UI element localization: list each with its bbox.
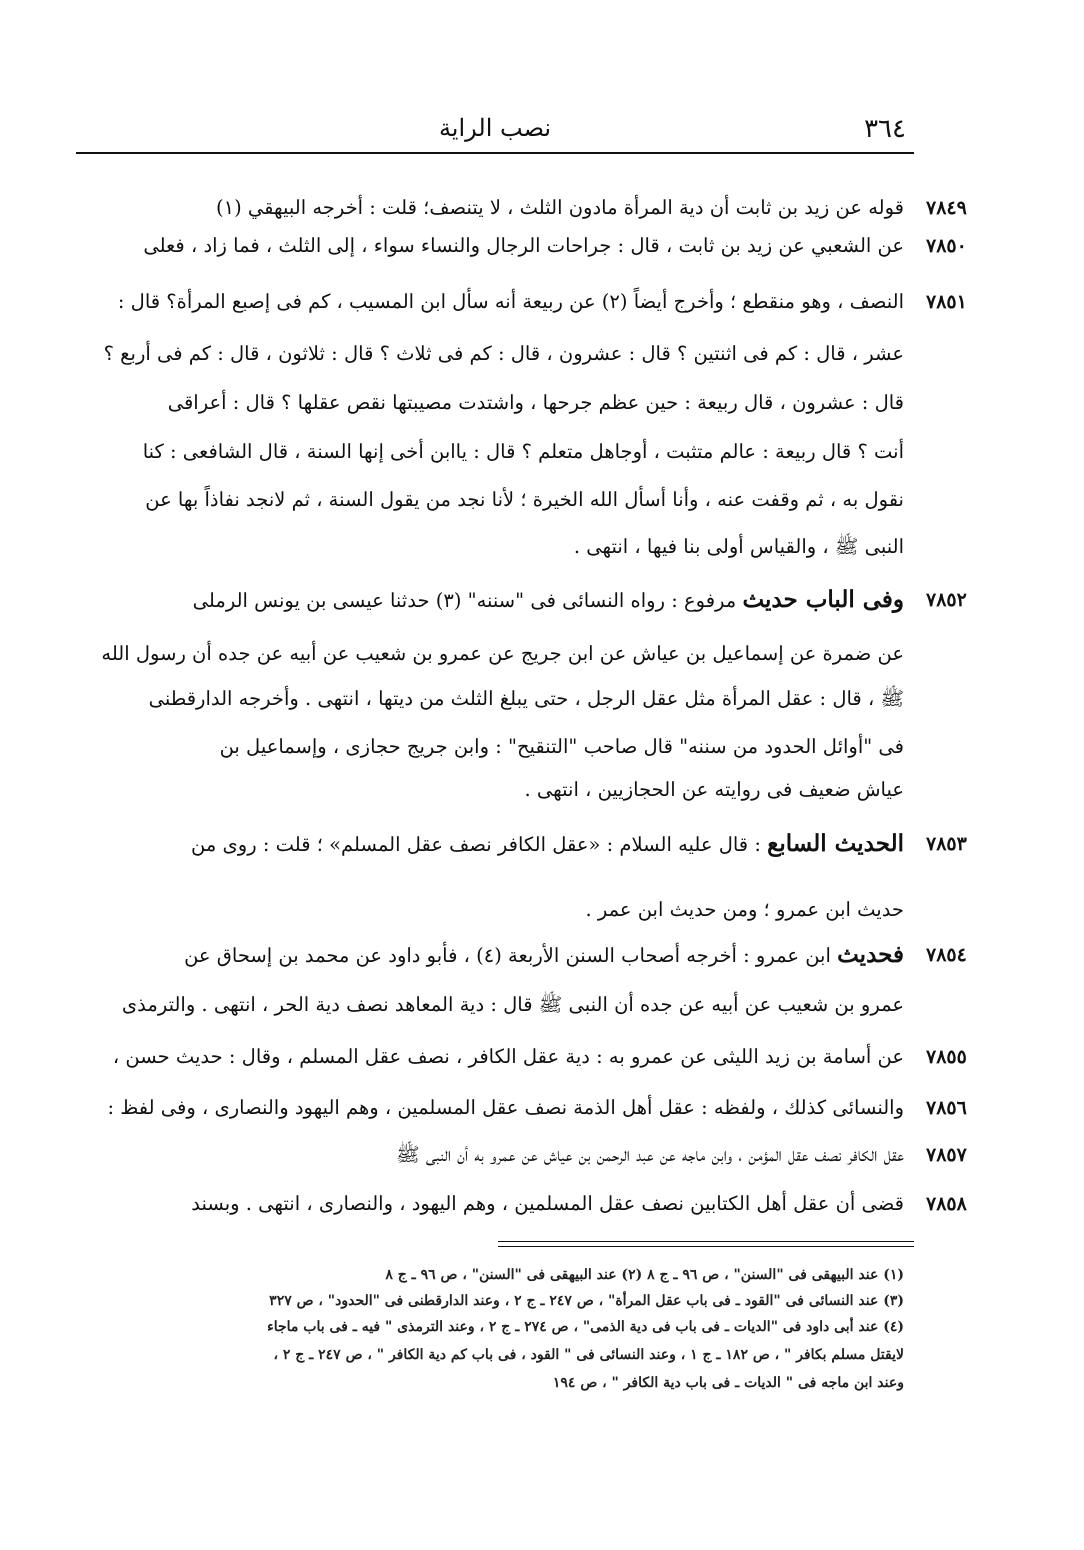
section-lead: الحديث السابع: [767, 830, 904, 857]
line-text: النبى ﷺ ، والقياس أولى بنا فيها ، انتهى .: [573, 535, 904, 558]
text-line: [80, 1088, 904, 1128]
page-header: [76, 108, 914, 150]
line-text: عن ضمرة عن إسماعيل بن عياش عن ابن جريج عن عمرو بن شعيب عن أبيه عن جده أن رسول الله: [101, 642, 904, 665]
line-text: مرفوع : رواه النسائى فى "سننه" (٣) حدثنا عيسى بن يونس الرملى: [192, 589, 737, 612]
line-text: عن أسامة بن زيد الليثى عن عمرو به : دية عقل الكافر ، نصف عقل المسلم ، وقال : حديث حسن ،: [112, 1045, 904, 1068]
header-rule: [76, 152, 914, 154]
text-line: [80, 527, 904, 567]
hadith-number: ٧٨٥٦: [926, 1097, 967, 1119]
line-text: أنت ؟ قال ربيعة : عالم متثبت ، أوجاهل متعلم ؟ قال : ياابن أخى إنها السنة ، قال الشافعى : كنا: [142, 440, 904, 463]
text-line: [80, 334, 904, 374]
text-line: [80, 1037, 904, 1077]
text-line: [80, 824, 904, 864]
page-title: نصب الراية: [438, 114, 552, 142]
hadith-number: ٧٨٥١: [926, 291, 967, 313]
hadith-number: ٧٨٤٩: [926, 197, 967, 219]
hadith-number: ٧٨٥٠: [926, 235, 967, 257]
hadith-number: ٧٨٥٥: [926, 1046, 967, 1068]
line-text: عمرو بن شعيب عن أبيه عن جده أن النبى ﷺ قال : دية المعاهد نصف دية الحر ، انتهى . والترمذى: [121, 993, 904, 1016]
footnote-line: (٣) عند النسائى فى "القود ـ فى باب عقل المرأة" ، ص ٢٤٧ ـ ج ٢ ، وعند الدارقطنى فى "الحدود" ، ص ٣٢٧: [269, 1293, 904, 1309]
line-text: قال : عشرون ، قال ربيعة : حين عظم جرحها ، واشتدت مصيبتها نقص عقلها ؟ قال : أعراقى: [167, 391, 904, 414]
text-line: [80, 188, 904, 228]
line-text: عياش ضعيف فى روايته عن الحجازيين ، انتهى .: [524, 778, 904, 801]
text-line: [80, 480, 904, 520]
footnote-line: لايقتل مسلم بكافر " ، ص ١٨٢ ـ ج ١ ، وعند النسائى فى " القود ، فى باب كم دية الكافر " ، ص ٢٤٧ ـ ج ٢ ،: [273, 1347, 904, 1363]
hadith-number: ٧٨٥٧: [926, 1144, 967, 1166]
text-line: [80, 1184, 904, 1224]
hadith-number: ٧٨٥٨: [926, 1193, 967, 1215]
footnote-line: (١) عند البيهقى فى "السنن" ، ص ٩٦ ـ ج ٨ (٢) عند البيهقى فى "السنن" ، ص ٩٦ ـ ج ٨: [385, 1267, 904, 1283]
footnote-rule-secondary: [498, 1246, 914, 1247]
text-line: [80, 634, 904, 674]
text-line: [80, 282, 904, 322]
text-line: [80, 1135, 904, 1175]
text-line: [80, 679, 904, 719]
hadith-number: ٧٨٥٢: [926, 589, 967, 611]
line-text: عن الشعبي عن زيد بن ثابت ، قال : جراحات الرجال والنساء سواء ، إلى الثلث ، فما زاد ، فعلى: [143, 234, 904, 257]
line-text: عشر ، قال : كم فى اثنتين ؟ قال : عشرون ، قال : كم فى ثلاث ؟ قال : ثلاثون ، قال : كم فى أربع ؟: [103, 342, 904, 365]
line-text: : قال عليه السلام : «عقل الكافر نصف عقل المسلم» ؛ قلت : روى من: [191, 833, 761, 856]
page-number: ٣٦٤: [864, 114, 906, 144]
text-line: [80, 226, 904, 266]
line-text: قضى أن عقل أهل الكتابين نصف عقل المسلمين ، وهم اليهود ، والنصارى ، انتهى . وبسند: [191, 1192, 904, 1215]
text-line: [80, 985, 904, 1025]
line-text: ابن عمرو : أخرجه أصحاب السنن الأربعة (٤) ، فأبو داود عن محمد بن إسحاق عن: [184, 944, 831, 967]
footnote-line: (٤) عند أبى داود فى "الديات ـ فى باب فى دية الذمى" ، ص ٢٧٤ ـ ج ٢ ، وعند الترمذى " فيه ـ فى باب ماجاء: [267, 1319, 904, 1335]
section-lead: فحديث: [837, 941, 904, 968]
line-text: والنسائى كذلك ، ولفظه : عقل أهل الذمة نصف عقل المسلمين ، وهم اليهود والنصارى ، وفى لفظ :: [107, 1096, 904, 1119]
line-text: عقل الكافر نصف عقل المؤمن ، وابن ماجه عن عبد الرحمن بن عياش عن عمرو به أن النبى ﷺ: [396, 1143, 904, 1166]
line-text: النصف ، وهو منقطع ؛ وأخرج أيضاً (٢) عن ربيعة أنه سأل ابن المسيب ، كم فى إصبع المرأة؟ قال :: [117, 290, 904, 313]
footnote-line: وعند ابن ماجه فى " الديات ـ فى باب دية الكافر " ، ص ١٩٤: [552, 1375, 904, 1391]
text-line: [80, 580, 904, 620]
hadith-number: ٧٨٥٤: [926, 944, 967, 966]
text-line: [80, 770, 904, 810]
text-line: [80, 727, 904, 767]
line-text: ﷺ ، قال : عقل المرأة مثل عقل الرجل ، حتى يبلغ الثلث من ديتها ، انتهى . وأخرجه الدارقطنى: [148, 687, 904, 710]
line-text: فى "أوائل الحدود من سننه" قال صاحب "التنقيح" : وابن جريج حجازى ، وإسماعيل بن: [219, 735, 904, 758]
text-line: [80, 432, 904, 472]
hadith-number: ٧٨٥٣: [926, 833, 967, 855]
text-line: [80, 890, 904, 930]
line-text: حديث ابن عمرو ؛ ومن حديث ابن عمر .: [585, 898, 904, 921]
line-text: نقول به ، ثم وقفت عنه ، وأنا أسأل الله الخيرة ؛ لأنا نجد من يقول السنة ، ثم لانجد نفاذاً بها عن: [145, 488, 904, 511]
section-lead: وفى الباب حديث: [742, 586, 904, 613]
text-line: [80, 383, 904, 423]
line-text: قوله عن زيد بن ثابت أن دية المرأة مادون الثلث ، لا يتنصف؛ قلت : أخرجه البيهقي (١): [216, 196, 904, 219]
footnote-rule: [498, 1241, 914, 1242]
text-line: [80, 935, 904, 975]
